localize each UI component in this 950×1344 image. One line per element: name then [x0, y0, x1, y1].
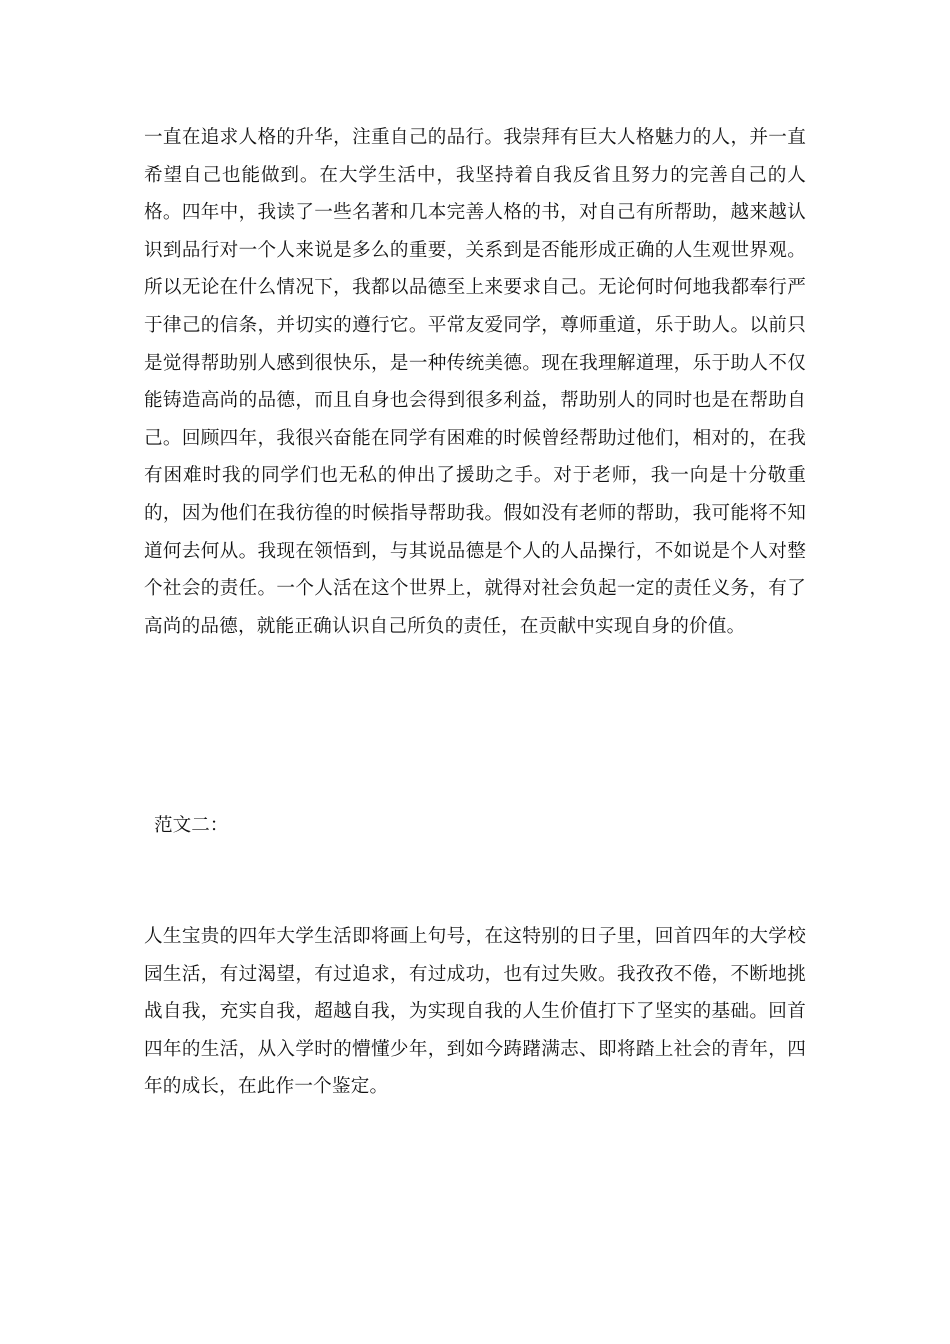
- section-heading-sample-two: 范文二：: [154, 815, 229, 836]
- body-paragraph-personal-character: 一直在追求人格的升华，注重自己的品行。我崇拜有巨大人格魅力的人，并一直希望自己也能做到。在大学生活中，我坚持着自我反省且努力的完善自己的人格。四年中，我读了一些名著和几本完善人格的书，对自己有所帮助，越来越认识到品行对一个人来说是多么的重要，关系到是否能形成正确的人生观世界观。所以无论在什么情况下，我都以品德至上来要求自己。无论何时何地我都奉行严于律己的信条，并切实的遵行它。平常友爱同学，尊师重道，乐于助人。以前只是觉得帮助别人感到很快乐，是一种传统美德。现在我理解道理，乐于助人不仅能铸造高尚的品德，而且自身也会得到很多利益，帮助别人的同时也是在帮助自己。回顾四年，我很兴奋能在同学有困难的时候曾经帮助过他们，相对的，在我有困难时我的同学们也无私的伸出了援助之手。对于老师，我一向是十分敬重的，因为他们在我彷徨的时候指导帮助我。假如没有老师的帮助，我可能将不知道何去何从。我现在领悟到，与其说品德是个人的人品操行，不如说是个人对整个社会的责任。一个人活在这个世界上，就得对社会负起一定的责任义务，有了高尚的品德，就能正确认识自己所负的责任，在贡献中实现自身的价值。: [144, 127, 806, 637]
- body-paragraph-four-years-review: 人生宝贵的四年大学生活即将画上句号，在这特别的日子里，回首四年的大学校园生活，有过渴望，有过追求，有过成功，也有过失败。我孜孜不倦，不断地挑战自我，充实自我，超越自我，为实现自我的人生价值打下了坚实的基础。回首四年的生活，从入学时的懵懂少年，到如今踌躇满志、即将踏上社会的青年，四年的成长，在此作一个鉴定。: [144, 926, 806, 1098]
